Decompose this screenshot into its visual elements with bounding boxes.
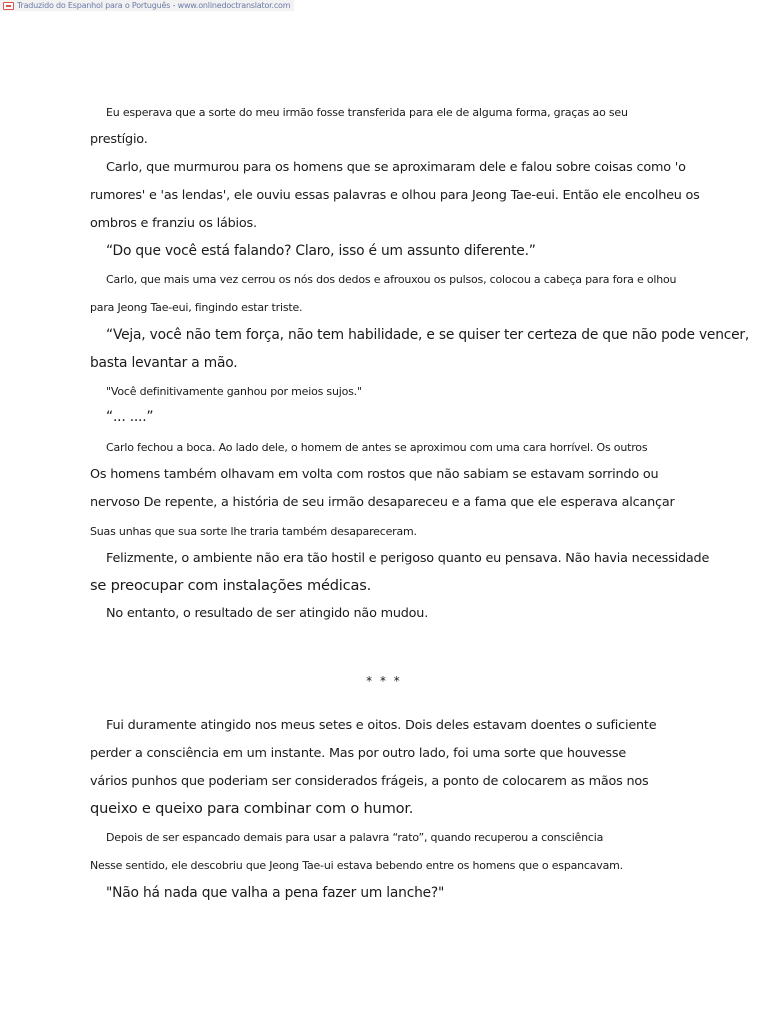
paragraph-line: nervoso De repente, a história de seu irmão desapareceu e a fama que ele esperava alcançar <box>90 495 675 510</box>
paragraph-line: No entanto, o resultado de ser atingido não mudou. <box>106 606 429 621</box>
paragraph-line: queixo e queixo para combinar com o humor. <box>90 800 414 817</box>
paragraph-line: se preocupar com instalações médicas. <box>90 577 372 594</box>
paragraph-line: “Do que você está falando? Claro, isso é um assunto diferente.” <box>106 243 536 259</box>
paragraph-line: vários punhos que poderiam ser considerados frágeis, a ponto de colocarem as mãos nos <box>90 774 649 789</box>
paragraph-line: Os homens também olhavam em volta com rostos que não sabiam se estavam sorrindo ou <box>90 467 659 482</box>
paragraph-line: prestígio. <box>90 132 148 147</box>
paragraph-line: "Você definitivamente ganhou por meios sujos." <box>106 385 362 398</box>
paragraph-line: Carlo, que mais uma vez cerrou os nós dos dedos e afrouxou os pulsos, colocou a cabeça para fora e olhou <box>106 273 677 286</box>
paragraph-line: para Jeong Tae-eui, fingindo estar triste. <box>90 301 303 314</box>
paragraph-line: Felizmente, o ambiente não era tão hostil e perigoso quanto eu pensava. Não havia necessidade <box>106 551 710 566</box>
paragraph-line: rumores' e 'as lendas', ele ouviu essas palavras e olhou para Jeong Tae-eui. Então ele encolheu os <box>90 188 700 203</box>
paragraph-line: “... ....” <box>106 409 154 425</box>
paragraph-line: ombros e franziu os lábios. <box>90 216 257 231</box>
paragraph-line: basta levantar a mão. <box>90 355 238 371</box>
paragraph-line: Carlo fechou a boca. Ao lado dele, o homem de antes se aproximou com uma cara horrível. Os outros <box>106 441 648 454</box>
paragraph-line: Carlo, que murmurou para os homens que se aproximaram dele e falou sobre coisas como 'o <box>106 160 686 175</box>
paragraph-line: Eu esperava que a sorte do meu irmão fosse transferida para ele de alguma forma, graças ao seu <box>106 106 628 119</box>
paragraph-line: "Não há nada que valha a pena fazer um lanche?" <box>106 885 445 901</box>
translator-link[interactable]: Traduzido do Espanhol para o Português - www.onlinedoctranslator.com <box>17 1 291 10</box>
paragraph-line: “Veja, você não tem força, não tem habilidade, e se quiser ter certeza de que não pode vencer, <box>106 327 750 343</box>
paragraph-line: Nesse sentido, ele descobriu que Jeong Tae-ui estava bebendo entre os homens que o espancavam. <box>90 859 623 872</box>
section-separator: * * * <box>366 674 402 688</box>
paragraph-line: perder a consciência em um instante. Mas por outro lado, foi uma sorte que houvesse <box>90 746 627 761</box>
document-translate-icon <box>3 2 14 10</box>
paragraph-line: Depois de ser espancado demais para usar a palavra “rato”, quando recuperou a consciência <box>106 831 604 844</box>
translator-banner[interactable] <box>0 0 294 11</box>
paragraph-line: Suas unhas que sua sorte lhe traria também desapareceram. <box>90 525 417 538</box>
paragraph-line: Fui duramente atingido nos meus setes e oitos. Dois deles estavam doentes o suficiente <box>106 718 657 733</box>
